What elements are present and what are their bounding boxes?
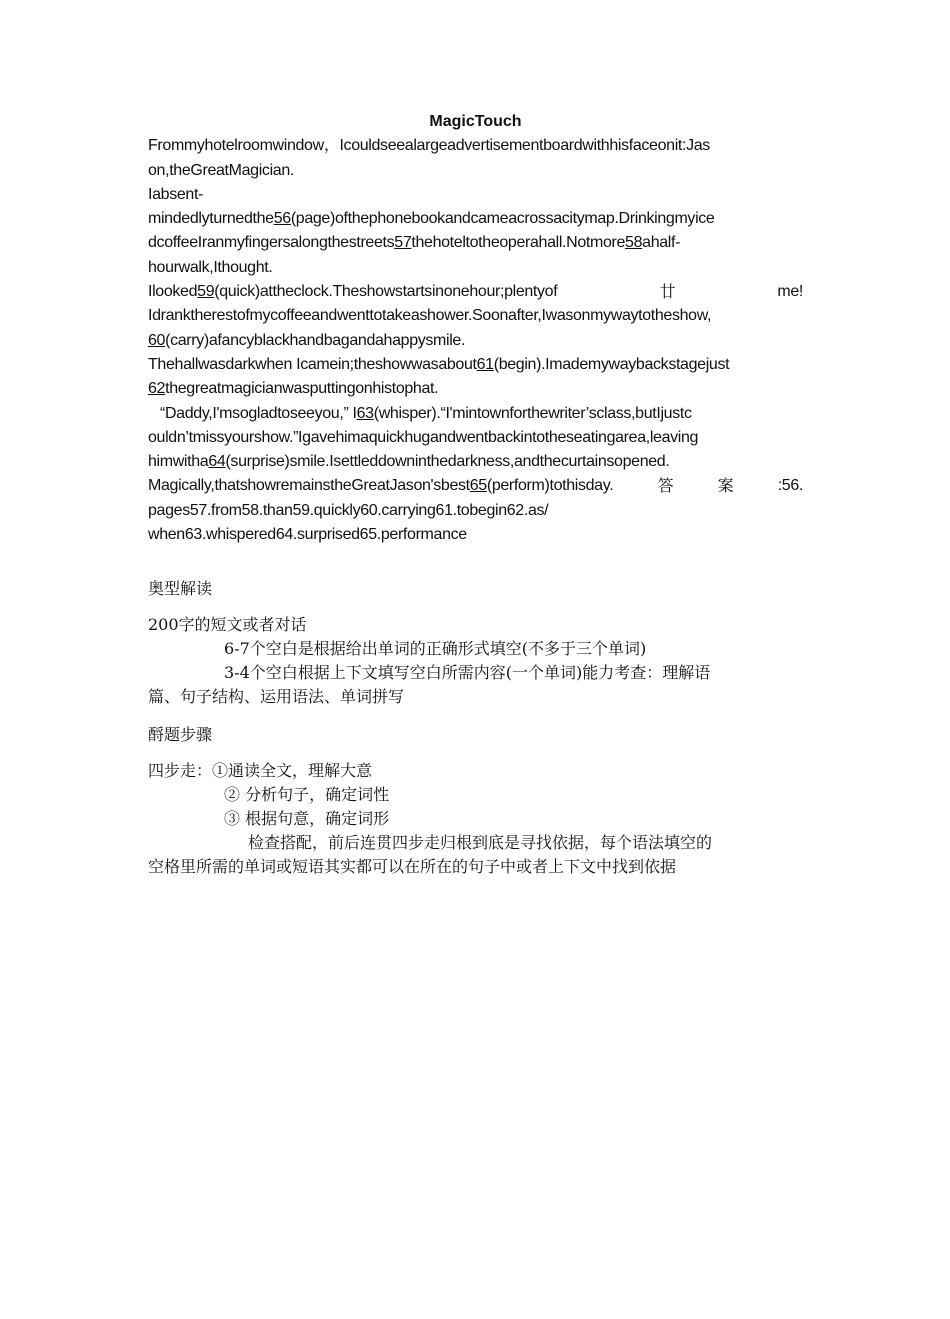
passage-line — [148, 304, 803, 328]
passage-line — [148, 207, 803, 231]
step-line: 空格里所需的单词或短语其实都可以在所在的句子中或者上下文中找到依据 — [148, 857, 677, 877]
passage-line — [148, 426, 803, 450]
passage-line — [148, 329, 803, 353]
passage-line — [148, 183, 803, 207]
passage-line — [148, 256, 803, 280]
blank-60: 60 — [148, 331, 166, 349]
step-line: ③ 根据句意，确定词形 — [224, 809, 390, 829]
note-line: 6-7个空白是根据给出单词的正确形式填空(不多于三个单词) — [224, 639, 647, 659]
passage-text: thegreatmagicianwasputtingonhistophat. — [165, 380, 439, 398]
answer-text: when63.whispered64.surprised65.performance — [148, 526, 467, 544]
passage-line — [148, 474, 803, 498]
document-page — [148, 110, 803, 879]
passage-text: me! — [777, 283, 803, 301]
passage-line — [148, 280, 803, 304]
spacer — [148, 747, 803, 759]
note-line: 3-4个空白根据上下文填写空白所需内容(一个单词)能力考查：理解语 — [224, 663, 711, 683]
answer-line — [148, 523, 803, 547]
passage-text: “Daddy,I'msogladtoseeyou,” I — [160, 404, 357, 422]
spacer — [148, 601, 803, 613]
step-line: 四步走：①通读全文，理解大意 — [148, 761, 373, 781]
answer-label-char: 案 — [717, 476, 734, 496]
passage-text: (surprise)smile.Isettleddowninthedarkness,andthecurtainsopened. — [225, 453, 670, 471]
passage-line — [148, 159, 803, 183]
passage-line — [148, 231, 803, 255]
blank-58: 58 — [625, 234, 643, 252]
passage-text: Ilooked — [148, 283, 198, 301]
blank-56: 56 — [273, 210, 291, 228]
passage-text: on,theGreatMagician. — [148, 161, 294, 179]
blank-61: 61 — [476, 355, 494, 373]
blank-63: 63 — [356, 404, 374, 422]
passage-line — [148, 377, 803, 401]
passage-line — [148, 134, 803, 158]
step-line: 检查搭配，前后连贯四步走归根到底是寻找依据，每个语法填空的 — [248, 833, 713, 853]
passage-glyph: 廿 — [659, 282, 676, 302]
passage-text: thehoteltotheoperahall.Notmore — [411, 234, 626, 252]
passage-line — [148, 353, 803, 377]
note-line: 200字的短文或者对话 — [148, 615, 307, 635]
passage-text: hourwalk,Ithought. — [148, 258, 273, 276]
passage-text: (quick)attheclock.Theshowstartsinonehour;plentyof — [214, 283, 558, 301]
passage-text: ouldn’tmissyourshow.”Igavehimaquickhugandwentbackintotheseatingarea,leaving — [148, 428, 699, 446]
passage-line — [148, 402, 803, 426]
answer-line — [148, 499, 803, 523]
blank-59: 59 — [197, 283, 215, 301]
step-line: ② 分析句子，确定词性 — [224, 785, 390, 805]
blank-64: 64 — [208, 453, 226, 471]
passage-text: Thehallwasdarkwhen Icamein;theshowwasabout — [148, 355, 477, 373]
passage-text: (begin).Imademywaybackstagejust — [493, 355, 730, 373]
section-heading: 奥型解读 — [148, 579, 213, 599]
passage-text: Magically,thatshowremainstheGreatJason'sbest — [148, 477, 470, 495]
spacer — [148, 547, 803, 577]
blank-65: 65 — [469, 477, 487, 495]
passage-text: himwitha — [148, 453, 209, 471]
passage-text: (perform)tothisday. — [486, 477, 614, 495]
passage-text-group — [148, 280, 557, 304]
blank-62: 62 — [148, 380, 166, 398]
passage-text: (page)ofthephonebookandcameacrossacitymap.Drinkingmyice — [290, 210, 715, 228]
passage-text: dcoffeeIranmyfingersalongthestreets — [148, 234, 395, 252]
passage-text: ahalf- — [642, 234, 681, 252]
note-line: 篇、句子结构、运用语法、单词拼写 — [148, 687, 405, 707]
blank-57: 57 — [394, 234, 412, 252]
answer-text: pages57.from58.than59.quickly60.carrying61.tobegin62.as/ — [148, 501, 549, 519]
answer-label-char: 答 — [657, 476, 674, 496]
passage-text: Iabsent- — [148, 185, 204, 203]
passage-text: mindedlyturnedthe — [148, 210, 274, 228]
passage-line — [148, 450, 803, 474]
passage-text: Frommyhotelroomwindow，Icouldseealargeadvertisementboardwithhisfaceonit:Jas — [148, 137, 710, 155]
spacer — [148, 709, 803, 723]
passage-text: Idranktherestofmycoffeeandwenttotakeashower.Soonafter,Iwasonmywaytotheshow, — [148, 307, 712, 325]
passage-text: (carry)afancyblackhandbagandahappysmile. — [165, 331, 466, 349]
passage-text-group — [148, 474, 613, 498]
passage-text: :56. — [777, 477, 803, 495]
section-heading: 酹题步骤 — [148, 725, 213, 745]
passage-text: (whisper).“I'mintownforthewriter’sclass,butIjustc — [373, 404, 692, 422]
passage-title: MagicTouch — [429, 113, 522, 130]
